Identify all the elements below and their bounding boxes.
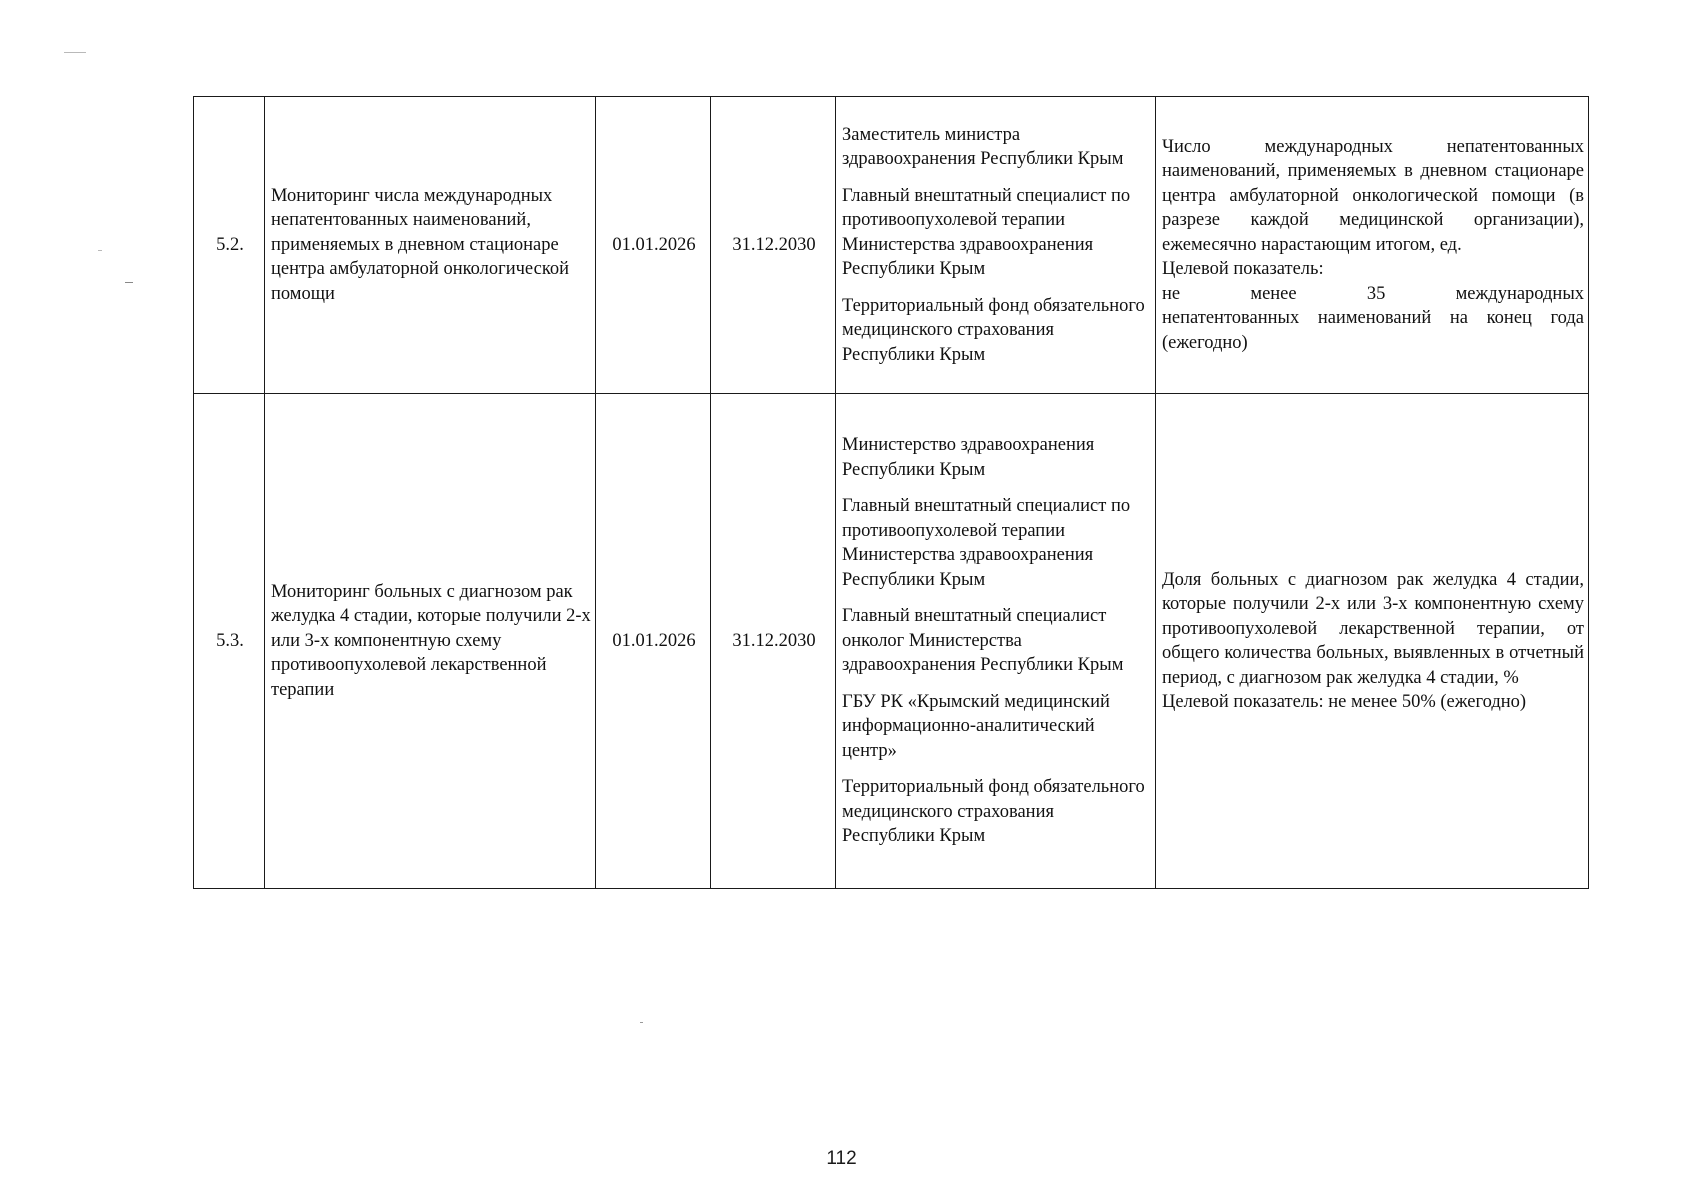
scan-speck <box>125 282 133 283</box>
target-text: Целевой показатель: не менее 50% (ежегодно) <box>1162 692 1527 712</box>
activity-description: Мониторинг числа международных непатентованных наименований, применяемых в дневном стационаре центра амбулаторной онкологической помощи <box>265 97 596 394</box>
scan-speck <box>98 250 102 251</box>
scan-speck <box>64 52 86 53</box>
end-date: 31.12.2030 <box>711 394 836 889</box>
responsible-item: Территориальный фонд обязательного медицинского страхования Республики Крым <box>842 295 1145 365</box>
responsible-item: Министерство здравоохранения Республики Крым <box>842 435 1095 480</box>
responsible-item: Главный внештатный специалист онколог Министерства здравоохранения Республики Крым <box>842 606 1124 676</box>
responsible-parties <box>836 394 1156 889</box>
indicator-text: Доля больных с диагнозом рак желудка 4 стадии, которые получили 2-х или 3-х компонентную схему противоопухолевой лекарственной терапии, от общего количества больных, выявленных в отчетный период, с диагнозом рак желудка 4 стадии, % <box>1162 569 1584 688</box>
end-date: 31.12.2030 <box>711 97 836 394</box>
target-rest: непатентованных наименований на конец года (ежегодно) <box>1162 308 1584 353</box>
responsible-item: Заместитель министра здравоохранения Республики Крым <box>842 124 1124 170</box>
start-date: 01.01.2026 <box>596 394 711 889</box>
scan-speck <box>640 1022 643 1023</box>
row-number: 5.3. <box>194 394 265 889</box>
indicator <box>1156 97 1589 394</box>
activity-description: Мониторинг больных с диагнозом рак желудка 4 стадии, которые получили 2-х или 3-х компонентную схему противоопухолевой лекарственной терапии <box>265 394 596 889</box>
row-number: 5.2. <box>194 97 265 394</box>
table-row <box>194 97 1589 394</box>
page-number: 112 <box>826 1148 857 1169</box>
responsible-parties <box>836 97 1156 394</box>
target-label: Целевой показатель: <box>1162 259 1324 280</box>
responsible-item: Главный внештатный специалист по противоопухолевой терапии Министерства здравоохранения Республики Крым <box>842 496 1131 590</box>
indicator <box>1156 394 1589 889</box>
responsible-item: Территориальный фонд обязательного медицинского страхования Республики Крым <box>842 777 1145 847</box>
table-row <box>194 394 1589 889</box>
target-line: не менее 35 международных <box>1162 283 1585 304</box>
activities-table <box>193 96 1589 889</box>
responsible-item: Главный внештатный специалист по противоопухолевой терапии Министерства здравоохранения Республики Крым <box>842 185 1131 280</box>
start-date: 01.01.2026 <box>596 97 711 394</box>
indicator-text: Число международных непатентованных наименований, применяемых в дневном стационаре центра амбулаторной онкологической помощи (в разрезе каждой медицинской организации), ежемесячно нарастающим итогом, ед. <box>1162 136 1584 255</box>
responsible-item: ГБУ РК «Крымский медицинский информационно-аналитический центр» <box>842 691 1110 761</box>
